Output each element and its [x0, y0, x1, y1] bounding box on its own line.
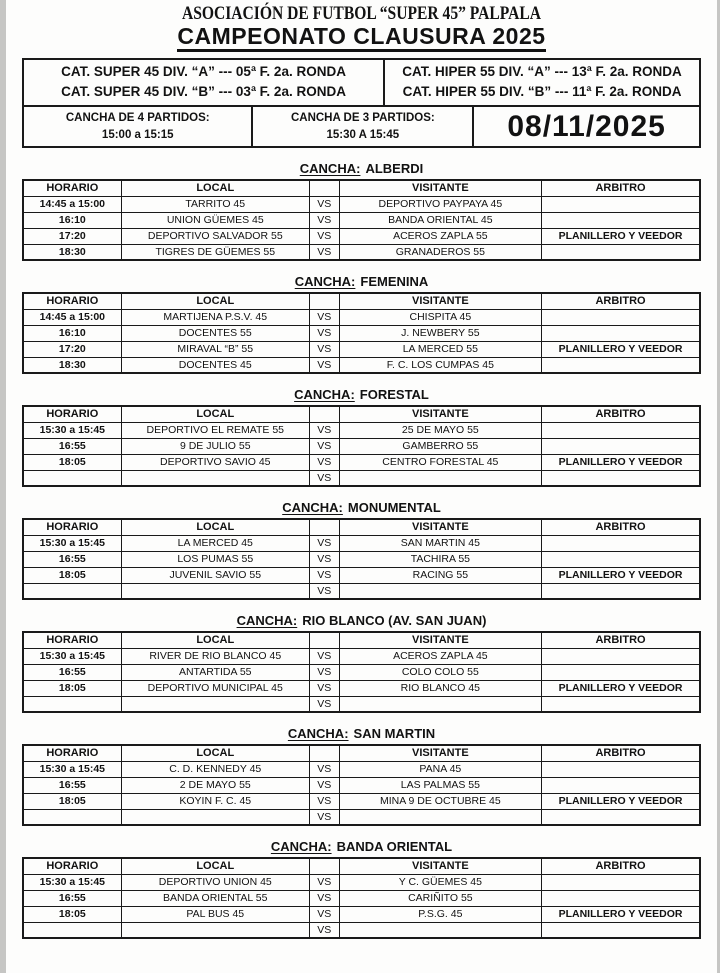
cell-vs: VS — [309, 809, 339, 825]
match-row — [23, 648, 700, 664]
cell-vs: VS — [309, 874, 339, 890]
col-header-horario: HORARIO — [23, 858, 121, 874]
match-row — [23, 422, 700, 438]
col-header-arbitro: ARBITRO — [542, 293, 700, 309]
col-header-local: LOCAL — [121, 406, 309, 422]
cell-horario: 16:55 — [23, 890, 121, 906]
match-row — [23, 664, 700, 680]
cell-visitante: RIO BLANCO 45 — [339, 680, 541, 696]
cell-arbitro — [542, 551, 700, 567]
col-header-horario: HORARIO — [23, 293, 121, 309]
cell-local — [121, 696, 309, 712]
col-header-local: LOCAL — [121, 858, 309, 874]
venue-name: BANDA ORIENTAL — [336, 839, 453, 854]
cell-vs: VS — [309, 438, 339, 454]
cell-arbitro — [542, 922, 700, 938]
col-header-local: LOCAL — [121, 519, 309, 535]
col-header-horario: HORARIO — [23, 180, 121, 196]
cell-vs: VS — [309, 648, 339, 664]
cell-vs: VS — [309, 777, 339, 793]
cell-vs: VS — [309, 567, 339, 583]
cell-local: PAL BUS 45 — [121, 906, 309, 922]
venue-heading — [22, 727, 701, 741]
cell-local: ANTARTIDA 55 — [121, 664, 309, 680]
table-header-row — [23, 745, 700, 761]
venue-name: SAN MARTIN — [353, 726, 436, 741]
cell-horario: 18:05 — [23, 680, 121, 696]
col-header-visitante: VISITANTE — [339, 858, 541, 874]
col-header-local: LOCAL — [121, 632, 309, 648]
cell-arbitro — [542, 777, 700, 793]
cell-local: MARTIJENA P.S.V. 45 — [121, 309, 309, 325]
cell-visitante: Y C. GÜEMES 45 — [339, 874, 541, 890]
col-header-visitante: VISITANTE — [339, 406, 541, 422]
cell-arbitro — [542, 438, 700, 454]
col-header-vs — [309, 293, 339, 309]
cell-visitante: F. C. LOS CUMPAS 45 — [339, 357, 541, 373]
tournament-title: CAMPEONATO CLAUSURA 2025 — [177, 24, 545, 52]
cell-arbitro: PLANILLERO Y VEEDOR — [542, 567, 700, 583]
cell-visitante: CHISPITA 45 — [339, 309, 541, 325]
cell-arbitro: PLANILLERO Y VEEDOR — [542, 793, 700, 809]
cell-local: DOCENTES 45 — [121, 357, 309, 373]
table-header-row — [23, 632, 700, 648]
cell-visitante — [339, 470, 541, 486]
cancha-4-partidos-times: 15:00 a 15:15 — [101, 129, 174, 141]
cancha-3-partidos-times: 15:30 A 15:45 — [326, 129, 400, 141]
cell-arbitro — [542, 874, 700, 890]
venue-section — [22, 840, 701, 939]
cell-vs: VS — [309, 761, 339, 777]
cell-horario — [23, 809, 121, 825]
match-table — [22, 405, 701, 487]
venue-name: FEMENINA — [360, 274, 429, 289]
cell-horario — [23, 922, 121, 938]
col-header-visitante: VISITANTE — [339, 745, 541, 761]
venue-label: CANCHA: — [294, 387, 355, 402]
schedule-info-box — [22, 107, 701, 148]
cell-local: DEPORTIVO MUNICIPAL 45 — [121, 680, 309, 696]
col-header-visitante: VISITANTE — [339, 632, 541, 648]
venue-label: CANCHA: — [294, 274, 356, 289]
venue-section — [22, 501, 701, 600]
cell-vs: VS — [309, 212, 339, 228]
match-table — [22, 179, 701, 261]
cell-visitante: LA MERCED 55 — [339, 341, 541, 357]
col-header-arbitro: ARBITRO — [542, 406, 700, 422]
cell-local: 9 DE JULIO 55 — [121, 438, 309, 454]
venue-heading — [22, 275, 701, 289]
match-row — [23, 890, 700, 906]
cell-visitante: TACHIRA 55 — [339, 551, 541, 567]
cell-arbitro: PLANILLERO Y VEEDOR — [542, 906, 700, 922]
cell-horario: 15:30 a 15:45 — [23, 874, 121, 890]
cell-local — [121, 922, 309, 938]
cell-horario: 18:05 — [23, 906, 121, 922]
cell-horario: 16:55 — [23, 551, 121, 567]
cell-horario: 15:30 a 15:45 — [23, 761, 121, 777]
cell-horario: 18:30 — [23, 244, 121, 260]
cell-visitante — [339, 922, 541, 938]
cell-local: DEPORTIVO SAVIO 45 — [121, 454, 309, 470]
cell-visitante: SAN MARTIN 45 — [339, 535, 541, 551]
match-table — [22, 292, 701, 374]
col-header-arbitro: ARBITRO — [542, 180, 700, 196]
cell-visitante: CARIÑITO 55 — [339, 890, 541, 906]
match-table — [22, 744, 701, 826]
match-date: 08/11/2025 — [507, 109, 666, 143]
table-header-row — [23, 293, 700, 309]
table-header-row — [23, 519, 700, 535]
col-header-local: LOCAL — [121, 180, 309, 196]
categories-box — [22, 58, 701, 107]
cell-arbitro — [542, 212, 700, 228]
cell-local: DEPORTIVO SALVADOR 55 — [121, 228, 309, 244]
category-hiper55-a: CAT. HIPER 55 DIV. “A” --- 13ª F. 2a. RONDA — [402, 64, 682, 79]
match-row — [23, 906, 700, 922]
cell-horario: 18:30 — [23, 357, 121, 373]
cell-local: RIVER DE RIO BLANCO 45 — [121, 648, 309, 664]
cell-visitante: J. NEWBERY 55 — [339, 325, 541, 341]
col-header-horario: HORARIO — [23, 632, 121, 648]
match-row — [23, 809, 700, 825]
match-row — [23, 761, 700, 777]
cell-horario: 16:10 — [23, 325, 121, 341]
cell-horario: 16:55 — [23, 438, 121, 454]
cell-visitante: DEPORTIVO PAYPAYA 45 — [339, 196, 541, 212]
match-row — [23, 874, 700, 890]
cell-horario: 15:30 a 15:45 — [23, 648, 121, 664]
cell-visitante: BANDA ORIENTAL 45 — [339, 212, 541, 228]
venue-section — [22, 275, 701, 374]
match-row — [23, 454, 700, 470]
cell-visitante: MINA 9 DE OCTUBRE 45 — [339, 793, 541, 809]
cancha-3-partidos-cell — [251, 107, 474, 146]
match-row — [23, 244, 700, 260]
venue-name: MONUMENTAL — [347, 500, 441, 515]
cell-vs: VS — [309, 341, 339, 357]
cancha-3-partidos-label: CANCHA DE 3 PARTIDOS: — [290, 112, 435, 124]
cell-arbitro — [542, 761, 700, 777]
cell-arbitro — [542, 357, 700, 373]
col-header-horario: HORARIO — [23, 406, 121, 422]
cell-horario: 16:55 — [23, 777, 121, 793]
cell-local: KOYIN F. C. 45 — [121, 793, 309, 809]
cell-arbitro — [542, 244, 700, 260]
venue-label: CANCHA: — [299, 161, 361, 176]
col-header-horario: HORARIO — [23, 519, 121, 535]
match-row — [23, 551, 700, 567]
cell-vs: VS — [309, 583, 339, 599]
cell-visitante: GRANADEROS 55 — [339, 244, 541, 260]
cell-vs: VS — [309, 551, 339, 567]
cell-local: LA MERCED 45 — [121, 535, 309, 551]
venue-label: CANCHA: — [282, 500, 343, 515]
category-super45-a: CAT. SUPER 45 DIV. “A” --- 05ª F. 2a. RONDA — [61, 64, 346, 79]
col-header-arbitro: ARBITRO — [542, 632, 700, 648]
cell-vs: VS — [309, 664, 339, 680]
cell-arbitro — [542, 535, 700, 551]
venue-heading — [22, 840, 701, 854]
col-header-vs — [309, 519, 339, 535]
cell-vs: VS — [309, 793, 339, 809]
cell-horario: 17:20 — [23, 341, 121, 357]
cell-horario: 18:05 — [23, 454, 121, 470]
cell-vs: VS — [309, 325, 339, 341]
cell-visitante — [339, 809, 541, 825]
venue-name: RIO BLANCO (AV. SAN JUAN) — [302, 613, 487, 628]
match-row — [23, 228, 700, 244]
cell-horario: 18:05 — [23, 567, 121, 583]
match-row — [23, 793, 700, 809]
cell-horario — [23, 470, 121, 486]
association-title: ASOCIACIÓN DE FUTBOL “SUPER 45” PALPALA — [181, 3, 542, 24]
cell-arbitro — [542, 583, 700, 599]
cell-vs: VS — [309, 680, 339, 696]
cell-local: BANDA ORIENTAL 55 — [121, 890, 309, 906]
cell-vs: VS — [309, 470, 339, 486]
cell-arbitro — [542, 890, 700, 906]
cell-arbitro: PLANILLERO Y VEEDOR — [542, 454, 700, 470]
cell-vs: VS — [309, 454, 339, 470]
match-table — [22, 631, 701, 713]
cell-visitante: 25 DE MAYO 55 — [339, 422, 541, 438]
cell-visitante: P.S.G. 45 — [339, 906, 541, 922]
col-header-arbitro: ARBITRO — [542, 858, 700, 874]
cell-horario: 16:10 — [23, 212, 121, 228]
col-header-visitante: VISITANTE — [339, 519, 541, 535]
col-header-horario: HORARIO — [23, 745, 121, 761]
cell-visitante: ACEROS ZAPLA 55 — [339, 228, 541, 244]
cell-local: TARRITO 45 — [121, 196, 309, 212]
cell-horario — [23, 583, 121, 599]
col-header-vs — [309, 745, 339, 761]
venues — [22, 162, 701, 939]
table-header-row — [23, 858, 700, 874]
category-hiper55-b: CAT. HIPER 55 DIV. “B” --- 11ª F. 2a. RONDA — [402, 84, 682, 99]
venue-heading — [22, 388, 701, 402]
document-content — [6, 0, 717, 939]
match-row — [23, 309, 700, 325]
match-row — [23, 535, 700, 551]
cell-vs: VS — [309, 196, 339, 212]
cell-local: UNION GÜEMES 45 — [121, 212, 309, 228]
venue-name: ALBERDI — [365, 161, 424, 176]
cell-arbitro: PLANILLERO Y VEEDOR — [542, 228, 700, 244]
match-row — [23, 777, 700, 793]
col-header-vs — [309, 858, 339, 874]
venue-label: CANCHA: — [236, 613, 298, 628]
match-row — [23, 583, 700, 599]
cell-arbitro — [542, 196, 700, 212]
match-row — [23, 212, 700, 228]
cell-horario: 18:05 — [23, 793, 121, 809]
cell-visitante: PANA 45 — [339, 761, 541, 777]
col-header-local: LOCAL — [121, 745, 309, 761]
col-header-visitante: VISITANTE — [339, 293, 541, 309]
cell-arbitro — [542, 664, 700, 680]
cell-visitante: RACING 55 — [339, 567, 541, 583]
match-table — [22, 518, 701, 600]
cell-vs: VS — [309, 696, 339, 712]
venue-section — [22, 727, 701, 826]
cell-local: C. D. KENNEDY 45 — [121, 761, 309, 777]
cell-arbitro — [542, 696, 700, 712]
match-row — [23, 341, 700, 357]
col-header-vs — [309, 632, 339, 648]
cell-visitante: CENTRO FORESTAL 45 — [339, 454, 541, 470]
cell-arbitro — [542, 809, 700, 825]
cell-arbitro — [542, 470, 700, 486]
cell-vs: VS — [309, 309, 339, 325]
cell-visitante: COLO COLO 55 — [339, 664, 541, 680]
cell-horario: 14:45 a 15:00 — [23, 309, 121, 325]
match-row — [23, 696, 700, 712]
col-header-vs — [309, 406, 339, 422]
col-header-visitante: VISITANTE — [339, 180, 541, 196]
cell-local: 2 DE MAYO 55 — [121, 777, 309, 793]
venue-name: FORESTAL — [359, 387, 429, 402]
cell-vs: VS — [309, 535, 339, 551]
venue-section — [22, 614, 701, 713]
cell-horario: 17:20 — [23, 228, 121, 244]
match-row — [23, 567, 700, 583]
match-row — [23, 470, 700, 486]
cell-local: JUVENIL SAVIO 55 — [121, 567, 309, 583]
cell-visitante — [339, 583, 541, 599]
match-row — [23, 922, 700, 938]
cancha-4-partidos-cell — [24, 107, 251, 146]
table-header-row — [23, 406, 700, 422]
cell-arbitro: PLANILLERO Y VEEDOR — [542, 341, 700, 357]
cell-arbitro — [542, 422, 700, 438]
match-table — [22, 857, 701, 939]
cell-vs: VS — [309, 922, 339, 938]
cell-local: TIGRES DE GÜEMES 55 — [121, 244, 309, 260]
cell-horario: 16:55 — [23, 664, 121, 680]
match-row — [23, 325, 700, 341]
table-header-row — [23, 180, 700, 196]
cell-horario: 15:30 a 15:45 — [23, 535, 121, 551]
venue-label: CANCHA: — [270, 839, 332, 854]
venue-section — [22, 388, 701, 487]
cell-local — [121, 809, 309, 825]
match-row — [23, 196, 700, 212]
cell-local — [121, 470, 309, 486]
col-header-arbitro: ARBITRO — [542, 519, 700, 535]
cell-horario: 15:30 a 15:45 — [23, 422, 121, 438]
cell-visitante: LAS PALMAS 55 — [339, 777, 541, 793]
cell-vs: VS — [309, 357, 339, 373]
venue-heading — [22, 501, 701, 515]
venue-heading — [22, 162, 701, 176]
cell-arbitro — [542, 309, 700, 325]
cell-arbitro — [542, 325, 700, 341]
cell-vs: VS — [309, 422, 339, 438]
cell-arbitro — [542, 648, 700, 664]
cell-vs: VS — [309, 228, 339, 244]
match-row — [23, 680, 700, 696]
col-header-arbitro: ARBITRO — [542, 745, 700, 761]
cell-local: DEPORTIVO UNION 45 — [121, 874, 309, 890]
categories-super45 — [24, 60, 383, 105]
cell-vs: VS — [309, 890, 339, 906]
cell-local: DEPORTIVO EL REMATE 55 — [121, 422, 309, 438]
cell-visitante — [339, 696, 541, 712]
cancha-4-partidos-label: CANCHA DE 4 PARTIDOS: — [65, 112, 210, 124]
cell-horario — [23, 696, 121, 712]
match-row — [23, 357, 700, 373]
category-super45-b: CAT. SUPER 45 DIV. “B” --- 03ª F. 2a. RONDA — [61, 84, 346, 99]
match-row — [23, 438, 700, 454]
cell-visitante: GAMBERRO 55 — [339, 438, 541, 454]
col-header-vs — [309, 180, 339, 196]
col-header-local: LOCAL — [121, 293, 309, 309]
venue-section — [22, 162, 701, 261]
cell-local: DOCENTES 55 — [121, 325, 309, 341]
cell-horario: 14:45 a 15:00 — [23, 196, 121, 212]
cell-vs: VS — [309, 244, 339, 260]
cell-vs: VS — [309, 906, 339, 922]
cell-local: LOS PUMAS 55 — [121, 551, 309, 567]
cell-local: MIRAVAL “B” 55 — [121, 341, 309, 357]
document-page — [6, 0, 717, 973]
cell-local — [121, 583, 309, 599]
venue-label: CANCHA: — [287, 726, 349, 741]
venue-heading — [22, 614, 701, 628]
categories-hiper55 — [383, 60, 699, 105]
cell-arbitro: PLANILLERO Y VEEDOR — [542, 680, 700, 696]
cell-visitante: ACEROS ZAPLA 45 — [339, 648, 541, 664]
